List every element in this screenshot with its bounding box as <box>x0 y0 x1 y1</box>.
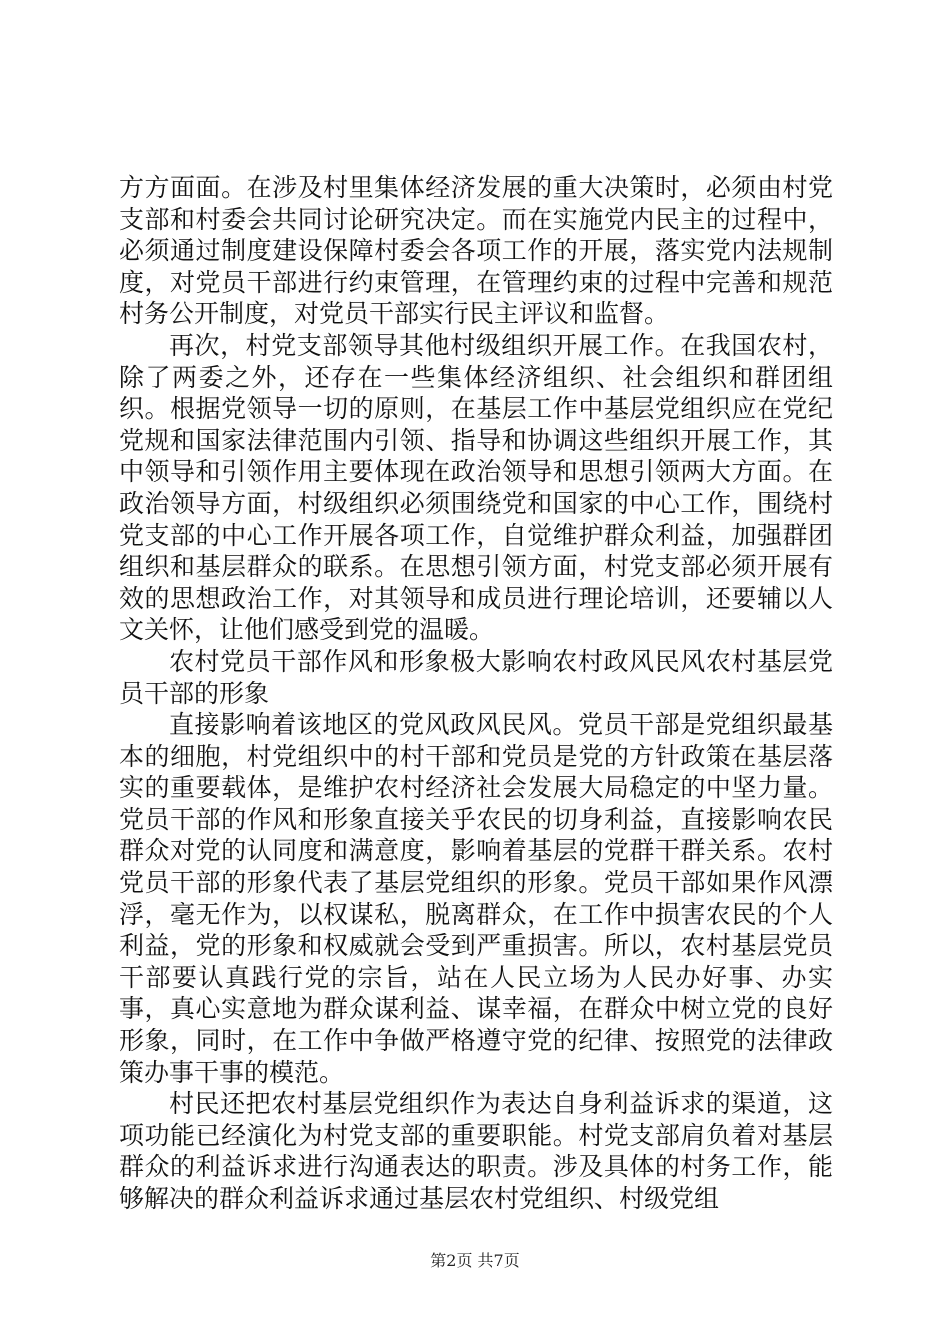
paragraph-5: 村民还把农村基层党组织作为表达自身利益诉求的渠道，这项功能已经演化为村党支部的重要职能。村党支部肩负着对基层群众的利益诉求进行沟通表达的职责。涉及具体的村务工作，能够解决的群众利益诉求通过基层农村党组织、村级党组 <box>119 1089 833 1213</box>
page-footer: 第2页 共7页 <box>430 1251 520 1270</box>
paragraph-2: 再次，村党支部领导其他村级组织开展工作。在我国农村，除了两委之外，还存在一些集体经济组织、社会组织和群团组织。根据党领导一切的原则，在基层工作中基层党组织应在党纪党规和国家法律范围内引领、指导和协调这些组织开展工作，其中领导和引领作用主要体现在政治领导和思想引领两大方面。在政治领导方面，村级组织必须围绕党和国家的中心工作，围绕村党支部的中心工作开展各项工作，自觉维护群众利益，加强群团组织和基层群众的联系。在思想引领方面，村党支部必须开展有效的思想政治工作，对其领导和成员进行理论培训，还要辅以人文关怀，让他们感受到党的温暖。 <box>119 330 833 645</box>
paragraph-3-heading: 农村党员干部作风和形象极大影响农村政风民风农村基层党员干部的形象 <box>119 646 833 708</box>
document-body <box>119 172 833 1215</box>
paragraph-1: 方方面面。在涉及村里集体经济发展的重大决策时，必须由村党支部和村委会共同讨论研究决定。而在实施党内民主的过程中，必须通过制度建设保障村委会各项工作的开展，落实党内法规制度，对党员干部进行约束管理，在管理约束的过程中完善和规范村务公开制度，对党员干部实行民主评议和监督。 <box>119 173 833 329</box>
paragraph-4: 直接影响着该地区的党风政风民风。党员干部是党组织最基本的细胞，村党组织中的村干部和党员是党的方针政策在基层落实的重要载体，是维护农村经济社会发展大局稳定的中坚力量。党员干部的作风和形象直接关乎农民的切身利益，直接影响农民群众对党的认同度和满意度，影响着基层的党群干群关系。农村党员干部的形象代表了基层党组织的形象。党员干部如果作风漂浮，毫无作为，以权谋私，脱离群众，在工作中损害农民的个人利益，党的形象和权威就会受到严重损害。所以，农村基层党员干部要认真践行党的宗旨，站在人民立场为人民办好事、办实事，真心实意地为群众谋利益、谋幸福，在群众中树立党的良好形象，同时，在工作中争做严格遵守党的纪律、按照党的法律政策办事干事的模范。 <box>119 710 833 1087</box>
